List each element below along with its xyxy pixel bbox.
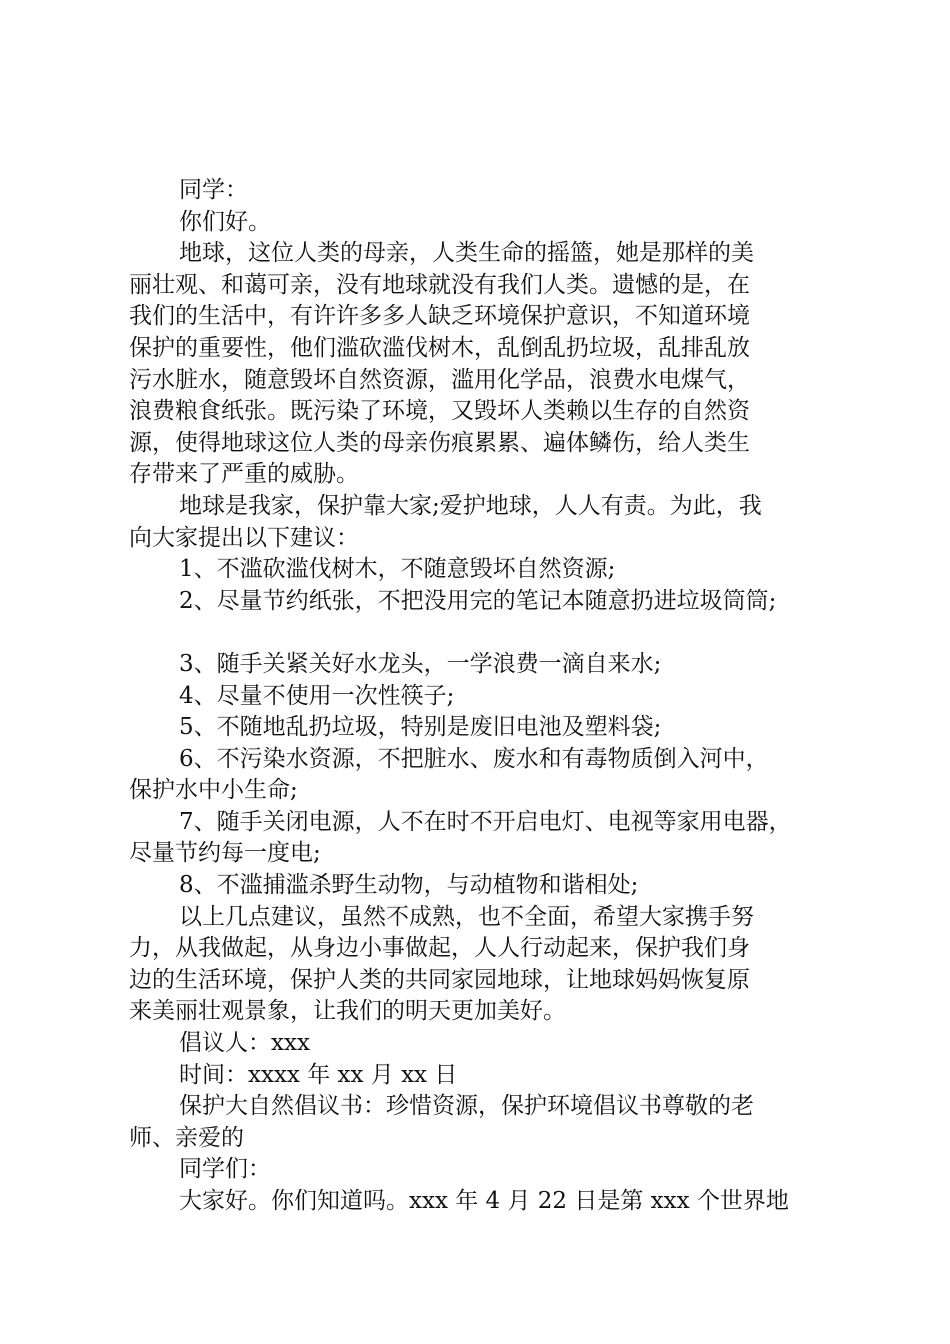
text-line: 5、不随地乱扔垃圾，特别是废旧电池及塑料袋; [179,714,662,741]
text-line: 8、不滥捕滥杀野生动物，与动植物和谐相处; [179,872,639,899]
text-line: 4、尽量不使用一次性筷子; [179,682,455,709]
text-line: 2、尽量节约纸张，不把没用完的笔记本随意扔进垃圾筒筒; [179,587,777,614]
text-line: 6、不污染水资源，不把脏水、废水和有毒物质倒入河中， [179,745,769,772]
text-line: 大家好。你们知道吗。xxx 年 4 月 22 日是第 xxx 个世界地 [179,1188,789,1214]
text-line: 7、随手关闭电源，人不在时不开启电灯、电视等家用电器， [179,808,792,835]
text-line: 我们的生活中，有许许多多人缺乏环境保护意识，不知道环境 [129,303,750,330]
text-line: 保护大自然倡议书：珍惜资源，保护环境倡议书尊敬的老 [179,1093,754,1120]
text-line: 倡议人：xxx [179,1030,310,1057]
text-line: 向大家提出以下建议： [129,524,359,551]
text-line: 师、亲爱的 [129,1124,244,1151]
text-line: 你们好。 [179,208,271,235]
text-line: 地球，这位人类的母亲，人类生命的摇篮，她是那样的美 [179,240,754,267]
text-line: 时间：xxxx 年 xx 月 xx 日 [179,1061,458,1088]
text-line: 来美丽壮观景象，让我们的明天更加美好。 [129,998,566,1025]
text-line: 尽量节约每一度电; [129,840,321,867]
text-line: 丽壮观、和蔼可亲，没有地球就没有我们人类。遗憾的是，在 [129,271,750,298]
text-line: 源，使得地球这位人类的母亲伤痕累累、遍体鳞伤，给人类生 [129,429,750,456]
text-line: 同学： [179,177,248,203]
blank-line [129,617,849,649]
text-line: 边的生活环境，保护人类的共同家园地球，让地球妈妈恢复原 [129,966,750,993]
text-line: 浪费粮食纸张。既污染了环境，又毁坏人类赖以生存的自然资 [129,398,750,425]
text-line: 1、不滥砍滥伐树木，不随意毁坏自然资源; [179,556,616,583]
text-line: 3、随手关紧关好水龙头，一学浪费一滴自来水; [179,650,662,677]
text-line: 地球是我家，保护靠大家;爱护地球，人人有责。为此，我 [179,492,762,519]
text-line: 污水脏水，随意毁坏自然资源，滥用化学品，浪费水电煤气， [129,366,750,393]
text-line: 力，从我做起，从身边小事做起，人人行动起来，保护我们身 [129,935,750,962]
text-line: 同学们： [179,1156,271,1183]
text-line: 保护水中小生命; [129,777,298,804]
document-body [129,175,849,1218]
text-line: 存带来了严重的威胁。 [129,461,359,488]
text-line: 保护的重要性，他们滥砍滥伐树木，乱倒乱扔垃圾，乱排乱放 [129,334,750,361]
text-line: 以上几点建议，虽然不成熟，也不全面，希望大家携手努 [179,903,754,930]
